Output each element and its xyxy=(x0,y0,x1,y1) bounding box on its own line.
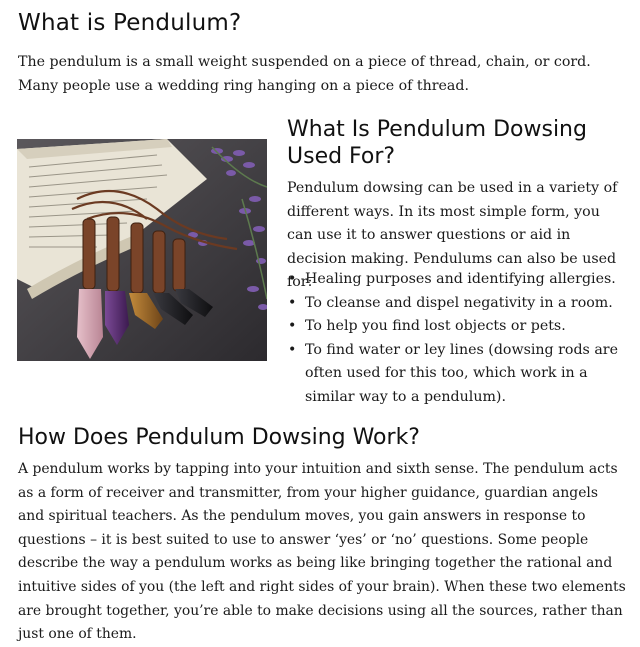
list-item: • To find water or ley lines (dowsing rods are often used for this too, which work in a similar way to a pendulum). xyxy=(287,339,627,410)
pendulum-photo-illustration xyxy=(17,139,267,361)
paragraph-dowsing-uses: Pendulum dowsing can be used in a variety of different ways. In its most simple form, you can use it to answer questions or aid in decision making. Pendulums can also be used for: xyxy=(287,180,618,291)
heading-dowsing-used-for: What Is Pendulum Dowsing Used For? xyxy=(287,117,587,169)
paragraph-intro: The pendulum is a small weight suspended on a piece of thread, chain, or cord. Many people use a wedding ring hanging on a piece of thread. xyxy=(18,54,591,94)
heading-what-is-pendulum: What is Pendulum? xyxy=(18,10,242,36)
pendulum-photo xyxy=(17,139,267,361)
heading-how-dowsing-works: How Does Pendulum Dowsing Work? xyxy=(18,425,420,450)
list-item: • To help you find lost objects or pets. xyxy=(287,315,627,339)
list-item: • To cleanse and dispel negativity in a room. xyxy=(287,292,627,316)
paragraph-how-it-works: A pendulum works by tapping into your intuition and sixth sense. The pendulum acts as a form of receiver and transmitter, from your higher guidance, guardian angels and spiritual teachers. As the pendulum moves, you gain answers in response to questions – it is best suited to use to answer ‘yes’ or ‘no’ questions. Some people describe the way a pendulum works as being like bringing together the rational and intuitive sides of you (the left and right sides of your brain). When these two elements are brought together, you’re able to make decisions using all the sources, rather than just one of them. xyxy=(18,461,626,643)
list-item: • Healing purposes and identifying allergies. xyxy=(287,268,627,292)
uses-list xyxy=(287,268,627,410)
